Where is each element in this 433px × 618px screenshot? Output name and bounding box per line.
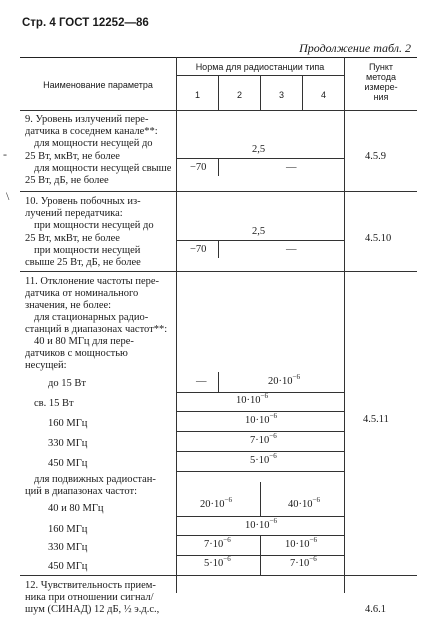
value-right: $7\cdot 10^{-6}$ — [290, 555, 317, 569]
value-left: $20\cdot 10^{-6}$ — [200, 496, 232, 510]
freq-label: 450 МГц — [48, 561, 88, 572]
freq-label: св. 15 Вт — [34, 398, 74, 409]
value-others: $20\cdot 10^{-6}$ — [268, 373, 300, 387]
freq-label: 160 МГц — [48, 524, 88, 535]
method-header-line: метода — [366, 72, 396, 82]
value-left: $5\cdot 10^{-6}$ — [204, 555, 231, 569]
param-line: лучений передатчика: — [25, 208, 123, 219]
value: $10\cdot 10^{-6}$ — [236, 392, 268, 406]
value-high-power-type1: −70 — [190, 244, 207, 255]
value-right: $40\cdot 10^{-6}$ — [288, 496, 320, 510]
param-line: для стационарных радио- — [34, 312, 149, 323]
value-right: $10\cdot 10^{-6}$ — [285, 536, 317, 550]
method-header-line: Пункт — [368, 62, 394, 72]
value-high-power-others: — — [286, 162, 297, 173]
value: $5\cdot 10^{-6}$ — [250, 452, 277, 466]
col-1-header: 1 — [194, 90, 200, 100]
param-line: шум (СИНАД) 12 дБ, ½ э.д.с., — [25, 604, 160, 615]
param-line: станций в диапазонах частот**: — [25, 324, 168, 335]
param-line: ций в диапазонах частот: — [25, 486, 137, 497]
param-line: 25 Вт, мкВт, не более — [25, 151, 120, 162]
param-line: датчиков с мощностью — [25, 348, 128, 359]
value-type1: — — [196, 376, 207, 387]
norm-column-header: Норма для радиостанции типа — [195, 62, 325, 72]
method-reference: 4.5.9 — [365, 151, 386, 162]
param-line: 11. Отклонение частоты пере- — [25, 276, 160, 287]
param-line: несущей: — [25, 360, 67, 371]
method-reference: 4.5.10 — [365, 233, 392, 244]
freq-label: 330 МГц — [48, 542, 88, 553]
param-line: 25 Вт, дБ, не более — [25, 175, 109, 186]
freq-label: 160 МГц — [48, 418, 88, 429]
param-line: при мощности несущей — [34, 245, 141, 256]
param-line: 9. Уровень излучений пере- — [25, 114, 149, 125]
col-3-header: 3 — [278, 90, 284, 100]
value-high-power-others: — — [286, 244, 297, 255]
param-line: при мощности несущей до — [34, 220, 154, 231]
param-line: 25 Вт, мкВт, не более — [25, 233, 120, 244]
freq-label: 330 МГц — [48, 438, 88, 449]
value-left: $7\cdot 10^{-6}$ — [204, 536, 231, 550]
param-line: ника при отношении сигнал/ — [25, 592, 154, 603]
param-column-header: Наименование параметра — [43, 80, 153, 90]
param-line: для подвижных радиостан- — [34, 474, 156, 485]
col-2-header: 2 — [236, 90, 242, 100]
value-low-power: 2,5 — [252, 226, 266, 237]
method-header-line: измере- — [364, 82, 398, 92]
param-line: датчика от номинального — [25, 288, 139, 299]
freq-label: 450 МГц — [48, 458, 88, 469]
margin-mark: \ — [6, 189, 10, 203]
method-header-line: ния — [373, 92, 389, 102]
method-reference: 4.6.1 — [365, 604, 386, 615]
param-line: для мощности несущей свыше — [34, 163, 172, 174]
value: $10\cdot 10^{-6}$ — [245, 517, 277, 531]
param-line: свыше 25 Вт, дБ, не более — [25, 257, 141, 268]
param-line: 12. Чувствительность прием- — [25, 580, 156, 591]
param-line: 10. Уровень побочных из- — [25, 196, 141, 207]
value: $10\cdot 10^{-6}$ — [245, 412, 277, 426]
freq-label: до 15 Вт — [48, 378, 86, 389]
value-low-power: 2,5 — [252, 144, 266, 155]
freq-label: 40 и 80 МГц — [48, 503, 104, 514]
table-continuation-label: Продолжение табл. 2 — [299, 41, 411, 55]
param-line: для мощности несущей до — [34, 138, 153, 149]
method-reference: 4.5.11 — [363, 414, 389, 425]
page-header: Стр. 4 ГОСТ 12252—86 — [22, 17, 149, 29]
margin-mark: - — [3, 147, 7, 161]
col-4-header: 4 — [320, 90, 326, 100]
value-high-power-type1: −70 — [190, 162, 207, 173]
param-line: значения, не более: — [25, 300, 112, 311]
param-line: 40 и 80 МГц для пере- — [34, 336, 134, 347]
param-line: датчика в соседнем канале**: — [25, 126, 158, 137]
value: $7\cdot 10^{-6}$ — [250, 432, 277, 446]
